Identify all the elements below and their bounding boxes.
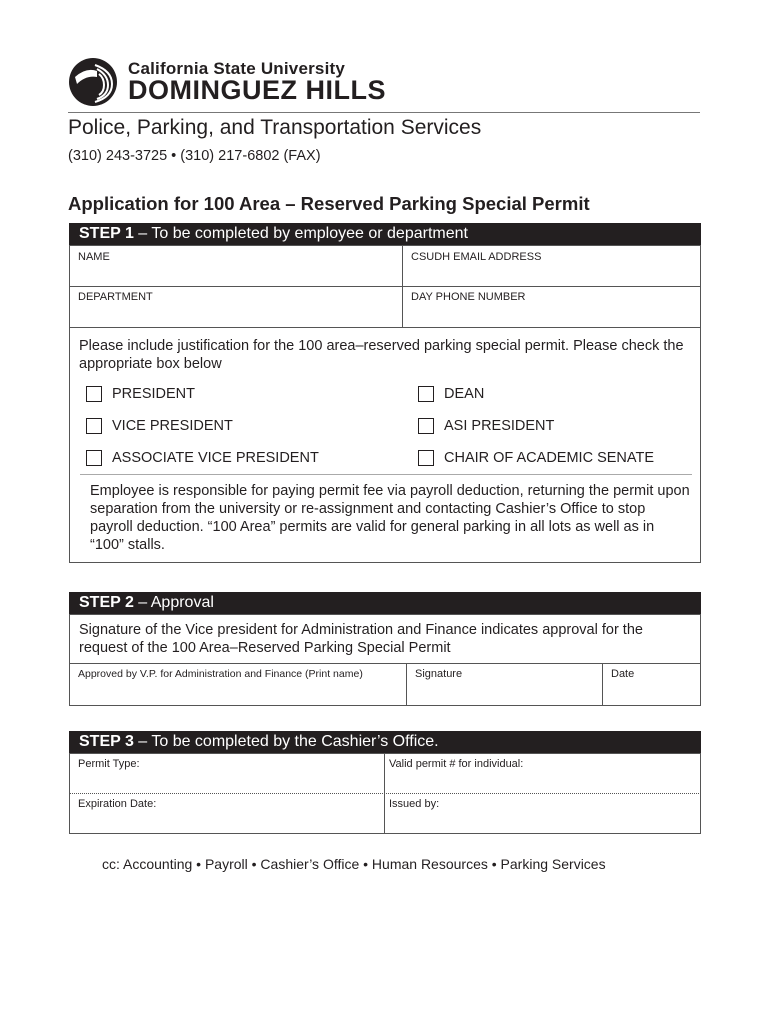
checkbox-label-chair-academic-senate: CHAIR OF ACADEMIC SENATE (444, 450, 655, 466)
step3-description: – To be completed by the Cashier’s Office. (133, 733, 439, 750)
form-title: Application for 100 Area – Reserved Parking Special Permit (68, 193, 590, 214)
checkbox-chair-academic-senate[interactable] (418, 450, 434, 466)
department-phone: (310) 243-3725 • (310) 217-6802 (FAX) (68, 148, 321, 164)
expiration-date-field[interactable]: Expiration Date: (78, 798, 157, 810)
permit-type-field[interactable]: Permit Type: (78, 758, 140, 770)
checkbox-label-president: PRESIDENT (112, 386, 195, 402)
date-field[interactable]: Date (611, 668, 635, 680)
checkbox-asi-president[interactable] (418, 418, 434, 434)
logo-campus-name: DOMINGUEZ HILLS (128, 75, 386, 105)
phone-field[interactable]: DAY PHONE NUMBER (411, 291, 526, 303)
step1-header (69, 223, 701, 245)
step3-row-divider (69, 793, 701, 794)
checkbox-label-vice-president: VICE PRESIDENT (112, 418, 233, 434)
step1-label: STEP 1 (79, 225, 134, 242)
checkbox-label-asi-president: ASI PRESIDENT (444, 418, 555, 434)
logo-university-name: California State University (128, 59, 346, 78)
department-field[interactable]: DEPARTMENT (78, 291, 153, 303)
signature-field[interactable]: Signature (415, 668, 463, 680)
issued-by-field[interactable]: Issued by: (389, 798, 440, 810)
checkbox-dean[interactable] (418, 386, 434, 402)
step1-row-divider (69, 286, 701, 287)
step1-fields-bottom (69, 327, 701, 328)
valid-permit-field[interactable]: Valid permit # for individual: (389, 758, 524, 770)
csudh-emblem-icon (68, 57, 128, 107)
payroll-note: Employee is responsible for paying permit fee via payroll deduction, returning the permit upon separation from the university or re-assignment and contacting Cashier’s Office to stop payroll deduction. “100 Area” permits are valid for general parking in all lots as well as in “100” stalls. (90, 483, 690, 553)
step2-col-divider-1 (406, 663, 407, 706)
step1-description: – To be completed by employee or department (133, 225, 468, 242)
step2-label: STEP 2 (79, 594, 134, 611)
step2-header (69, 592, 701, 614)
cc-distribution: cc: Accounting • Payroll • Cashier’s Office • Human Resources • Parking Services (102, 856, 606, 872)
step1-col-divider (402, 245, 403, 327)
step3-header (69, 731, 701, 753)
checkbox-associate-vice-president[interactable] (86, 450, 102, 466)
checkbox-label-dean: DEAN (444, 386, 485, 402)
header-divider (68, 112, 700, 113)
note-divider (80, 474, 692, 475)
checkbox-president[interactable] (86, 386, 102, 402)
step2-description: – Approval (133, 594, 214, 611)
checkbox-label-associate-vice-president: ASSOCIATE VICE PRESIDENT (112, 450, 319, 466)
checkbox-vice-president[interactable] (86, 418, 102, 434)
step2-col-divider-2 (602, 663, 603, 706)
justification-text: Please include justification for the 100 area–reserved parking special permit. Please check the appropriate box below (79, 338, 684, 372)
step2-row-divider (69, 663, 701, 664)
name-field[interactable]: NAME (78, 251, 110, 263)
approval-text: Signature of the Vice president for Administration and Finance indicates approval for the request of the 100 Area–Reserved Parking Special Permit (79, 622, 643, 656)
email-field[interactable]: CSUDH EMAIL ADDRESS (411, 251, 542, 263)
step3-col-divider (384, 753, 385, 834)
approved-by-field[interactable]: Approved by V.P. for Administration and Finance (Print name) (78, 668, 363, 680)
department-title: Police, Parking, and Transportation Services (68, 116, 482, 139)
step3-label: STEP 3 (79, 733, 134, 750)
